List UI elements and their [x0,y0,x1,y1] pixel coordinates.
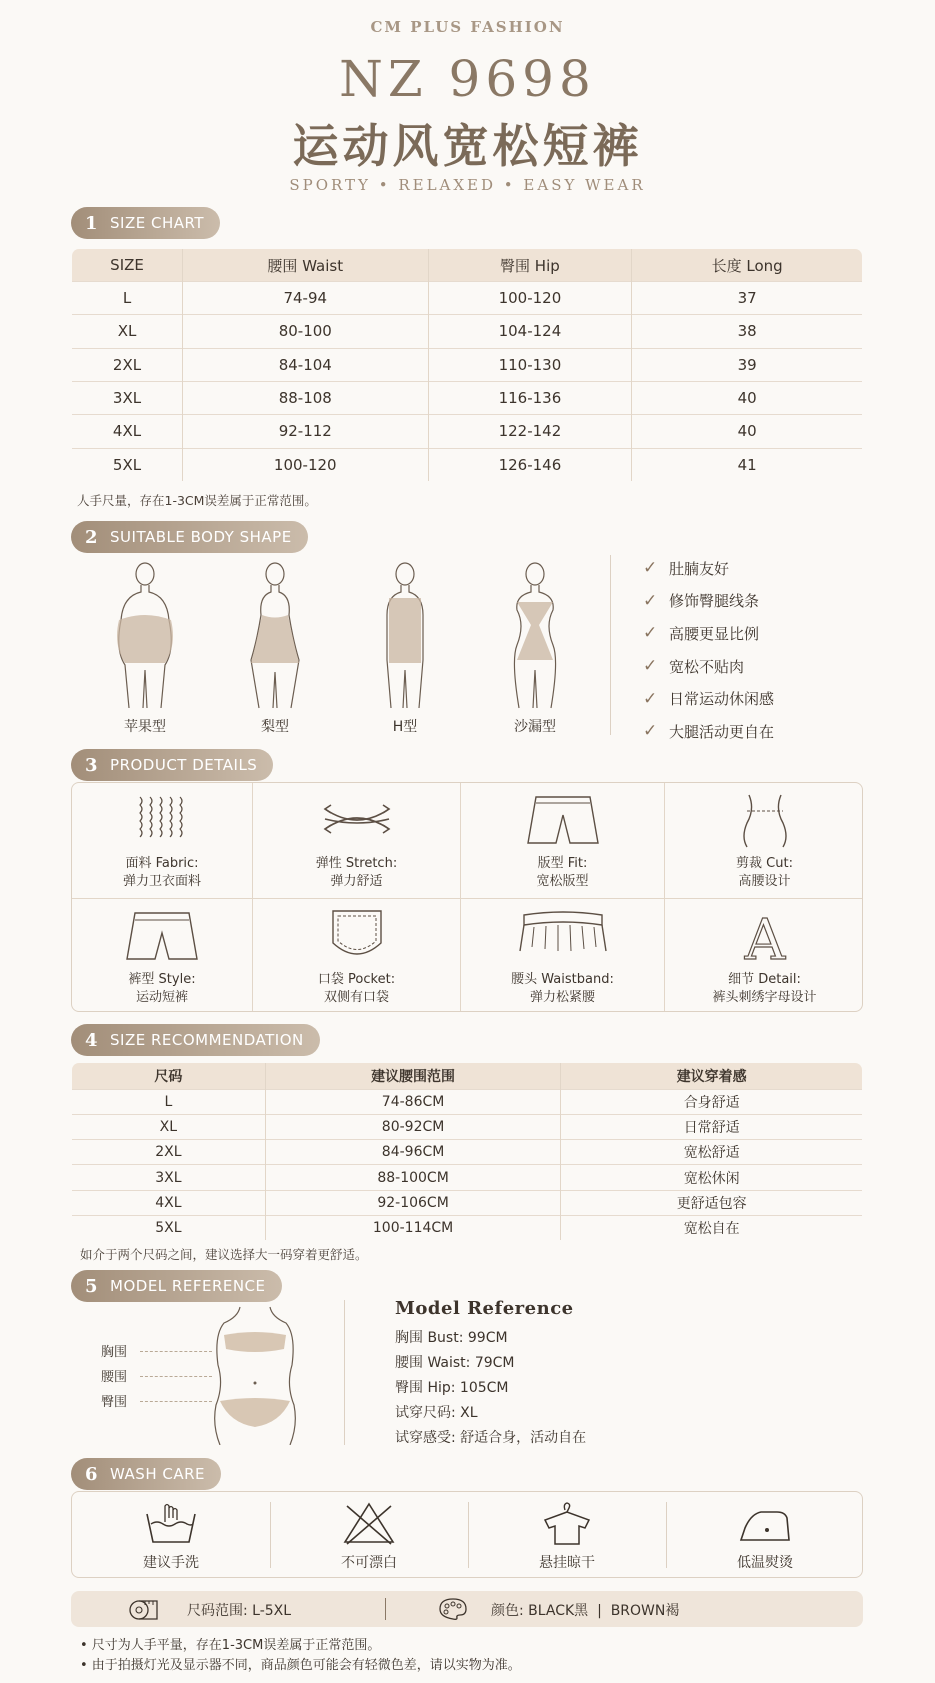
section-title: WASH CARE [110,1465,206,1483]
table-row [72,1090,863,1115]
size-range: 尺码范围: L-5XL [187,1603,292,1619]
benefit-item [643,552,774,585]
detail-value: 双侧有口袋 [323,990,389,1005]
detail-value: 宽松版型 [536,874,589,889]
wash-hang-dry [468,1492,666,1579]
table-cell: 92-106CM [265,1190,561,1215]
model-hip: 臀围 Hip: 105CM [395,1380,509,1396]
table-cell: 3XL [72,1165,266,1190]
model-number: NZ 9698 [339,50,596,108]
table-row [72,282,863,315]
table-cell: 41 [632,448,863,481]
table-row [72,1215,863,1240]
body-shape-hourglass [485,560,585,736]
detail-value: 裤头刺绣字母设计 [712,990,817,1005]
table-row [72,381,863,414]
check-icon: ✓ [643,688,658,709]
letter-a-icon [735,907,795,965]
section-header-body-shape [71,521,308,553]
section-number: 2 [85,526,99,548]
check-icon: ✓ [643,721,658,742]
size-chart-note: 人手尺量，存在1-3CM误差属于正常范围。 [77,493,317,508]
column-header: 腰围 Waist [183,249,428,282]
table-cell: 116-136 [428,381,632,414]
check-icon: ✓ [643,590,658,611]
section-title: SUITABLE BODY SHAPE [110,528,292,546]
size-recommendation-note: 如介于两个尺码之间，建议选择大一码穿着更舒适。 [80,1247,368,1262]
table-cell: 80-92CM [265,1115,561,1140]
benefit-text: 修饰臀腿线条 [669,592,760,611]
measuring-tape-icon [129,1599,159,1621]
table-cell: 5XL [72,448,183,481]
table-cell: 80-100 [183,315,428,348]
model-bust: 胸围 Bust: 99CM [395,1330,508,1346]
divider [385,1598,386,1620]
guide-line [140,1376,212,1377]
table-cell: 37 [632,282,863,315]
table-cell: 100-114CM [265,1215,561,1240]
table-row [72,448,863,481]
detail-fit [460,783,664,898]
table-cell: 宽松舒适 [561,1140,863,1165]
color-palette-icon [438,1597,468,1621]
benefit-list [643,552,774,748]
shorts-fit-icon [526,791,600,849]
divider [610,555,611,735]
table-cell: 74-86CM [265,1090,561,1115]
model-reference-title: Model Reference [395,1298,574,1319]
detail-label: 腰头 Waistband: [511,972,614,987]
hourglass-body-icon [495,560,575,710]
model-hip-label: 臀围 [101,1395,128,1410]
column-header: 尺码 [72,1063,266,1090]
table-cell: 126-146 [428,448,632,481]
benefit-text: 肚腩友好 [669,559,730,578]
wash-hand [72,1492,270,1579]
table-cell: 日常舒适 [561,1115,863,1140]
detail-label: 口袋 Pocket: [317,972,396,987]
detail-label: 细节 Detail: [728,972,801,987]
detail-waistband [460,898,664,1012]
table-row [72,1115,863,1140]
svg-text:A: A [744,908,785,965]
apple-body-icon [105,560,185,710]
column-header: SIZE [72,249,183,282]
guide-line [140,1351,212,1352]
benefit-text: 宽松不贴肉 [669,657,745,676]
table-cell: 39 [632,348,863,381]
section-number: 5 [85,1275,99,1297]
no-bleach-icon [341,1500,397,1546]
detail-value: 弹力松紧腰 [529,990,595,1005]
check-icon: ✓ [643,623,658,644]
section-header-product-details [71,749,273,781]
section-title: SIZE RECOMMENDATION [110,1031,304,1049]
table-cell: 5XL [72,1215,266,1240]
waistband-icon [518,907,608,965]
body-shapes [100,560,620,740]
footnote: • 尺寸为人手平量，存在1-3CM误差属于正常范围。 [80,1638,381,1653]
detail-label: 面料 Fabric: [125,856,199,871]
hand-wash-icon [143,1500,199,1546]
table-cell: 88-108 [183,381,428,414]
table-row [72,1190,863,1215]
info-bar [71,1591,863,1627]
column-header: 建议穿着感 [561,1063,863,1090]
wash-label: 低温熨烫 [737,1555,793,1571]
footnote: • 由于拍摄灯光及显示器不同，商品颜色可能会有轻微色差，请以实物为准。 [80,1658,521,1673]
section-number: 6 [85,1463,99,1485]
table-cell: 更舒适包容 [561,1190,863,1215]
model-bust-label: 胸围 [101,1345,128,1360]
table-cell: 宽松休闲 [561,1165,863,1190]
table-cell: 92-112 [183,415,428,448]
size-recommendation-table [71,1062,863,1241]
pear-body-icon [235,560,315,710]
table-row [72,348,863,381]
section-title: MODEL REFERENCE [110,1277,266,1295]
table-cell: 4XL [72,1190,266,1215]
benefit-item [643,617,774,650]
table-cell: 88-100CM [265,1165,561,1190]
fabric-texture-icon [132,791,192,847]
detail-label: 弹性 Stretch: [315,856,398,871]
benefit-item [643,682,774,715]
detail-detail [664,898,863,1012]
wash-label: 不可漂白 [341,1555,397,1571]
table-cell: 合身舒适 [561,1090,863,1115]
check-icon: ✓ [643,656,658,677]
benefit-text: 高腰更显比例 [669,624,760,643]
section-header-model-reference [71,1270,282,1302]
body-shape-label: H型 [392,719,418,735]
table-cell: 宽松自在 [561,1215,863,1240]
detail-label: 版型 Fit: [537,856,588,871]
section-title: PRODUCT DETAILS [110,756,258,774]
low-iron-icon [737,1500,793,1546]
detail-fabric [72,783,252,898]
column-header: 长度 Long [632,249,863,282]
detail-label: 裤型 Style: [128,972,196,987]
table-cell: 100-120 [428,282,632,315]
table-row [72,1165,863,1190]
table-row [72,415,863,448]
table-cell: 84-96CM [265,1140,561,1165]
detail-pocket [252,898,460,1012]
table-cell: 74-94 [183,282,428,315]
body-shape-h [355,560,455,736]
body-shape-label: 沙漏型 [514,719,556,735]
tagline: SPORTY • RELAXED • EASY WEAR [289,176,646,194]
detail-style [72,898,252,1012]
section-number: 4 [85,1029,99,1051]
benefit-item [643,650,774,683]
shorts-style-icon [125,907,199,965]
detail-label: 剪裁 Cut: [736,856,793,871]
brand-name: CM PLUS FASHION [370,18,565,36]
check-icon: ✓ [643,558,658,579]
table-cell: 100-120 [183,448,428,481]
body-shape-apple [95,560,195,736]
benefit-item [643,585,774,618]
benefit-text: 日常运动休闲感 [669,690,775,709]
section-number: 3 [85,754,99,776]
table-cell: 4XL [72,415,183,448]
table-cell: L [72,282,183,315]
section-header-size-recommendation [71,1024,320,1056]
table-cell: 122-142 [428,415,632,448]
wash-label: 悬挂晾干 [539,1555,595,1571]
detail-stretch [252,783,460,898]
detail-value: 高腰设计 [738,874,791,889]
wash-care-panel [71,1491,863,1578]
detail-value: 弹力卫衣面料 [122,874,201,889]
pocket-icon [327,907,387,965]
detail-value: 弹力舒适 [330,874,383,889]
table-cell: 104-124 [428,315,632,348]
section-header-wash-care [71,1458,221,1490]
wash-label: 建议手洗 [143,1555,199,1571]
stretch-arrows-icon [317,791,397,847]
column-header: 臀围 Hip [428,249,632,282]
detail-cut [664,783,863,898]
table-cell: 38 [632,315,863,348]
wash-low-iron [666,1492,864,1579]
body-shape-label: 苹果型 [124,719,166,735]
table-cell: 110-130 [428,348,632,381]
model-figure-icon [210,1305,300,1445]
divider [344,1300,345,1445]
table-cell: XL [72,315,183,348]
hang-dry-icon [539,1500,595,1546]
product-title: 运动风宽松短裤 [292,119,643,173]
table-cell: 3XL [72,381,183,414]
model-waist: 腰围 Waist: 79CM [395,1355,515,1371]
section-number: 1 [85,212,99,234]
table-row [72,315,863,348]
color-options: 颜色: BLACK黑 | BROWN褐 [491,1603,680,1619]
detail-value: 运动短裤 [135,990,188,1005]
table-cell: XL [72,1115,266,1140]
waist-cut-icon [735,791,795,849]
guide-line [140,1401,212,1402]
body-shape-pear [225,560,325,736]
product-details-grid [71,782,863,1012]
body-shape-label: 梨型 [261,719,289,735]
section-header-size-chart [71,207,220,239]
table-cell: 2XL [72,1140,266,1165]
benefit-text: 大腿活动更自在 [669,722,775,741]
table-cell: 2XL [72,348,183,381]
model-feel: 试穿感受: 舒适合身，活动自在 [395,1430,587,1446]
column-header: 建议腰围范围 [265,1063,561,1090]
size-chart-table [71,248,863,482]
wash-no-bleach [270,1492,468,1579]
table-row [72,1140,863,1165]
benefit-item [643,715,774,748]
table-cell: 40 [632,415,863,448]
table-cell: L [72,1090,266,1115]
model-size: 试穿尺码: XL [395,1405,478,1421]
section-title: SIZE CHART [110,214,205,232]
table-cell: 84-104 [183,348,428,381]
h-body-icon [365,560,445,710]
model-waist-label: 腰围 [101,1370,128,1385]
table-cell: 40 [632,381,863,414]
